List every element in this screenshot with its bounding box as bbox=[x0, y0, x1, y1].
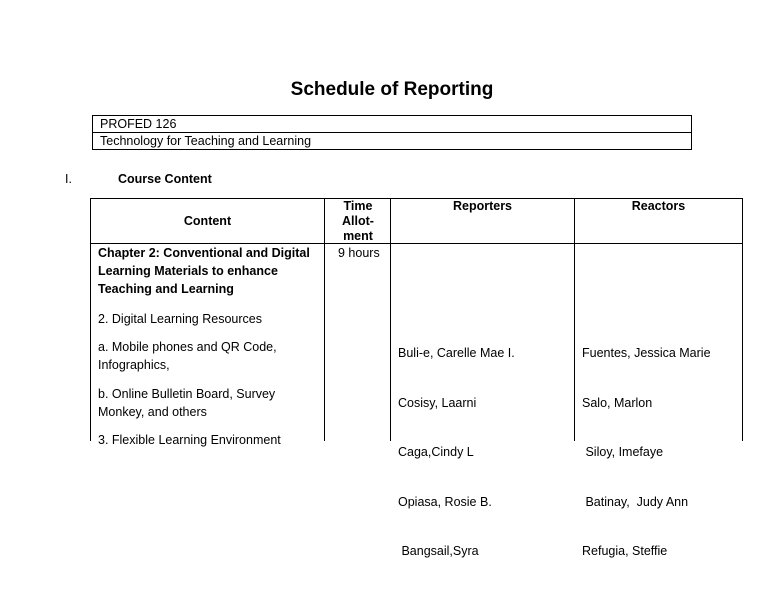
content-item: b. Online Bulletin Board, Survey Monkey, and others bbox=[98, 387, 276, 419]
course-info-box bbox=[92, 115, 692, 150]
reporters-list bbox=[398, 312, 515, 593]
chapter-title: Chapter 2: Conventional and Digital Learning Materials to enhance Teaching and Learning bbox=[98, 246, 310, 296]
header-reporters: Reporters bbox=[452, 199, 513, 213]
table-col-divider-1 bbox=[324, 198, 325, 441]
content-item: a. Mobile phones and QR Code, Infographics, bbox=[98, 340, 277, 372]
reporter-name: Cosisy, Laarni bbox=[398, 395, 477, 410]
reactors-list bbox=[582, 312, 711, 593]
reactor-name: Siloy, Imefaye bbox=[582, 445, 664, 459]
reporter-name: Buli-e, Carelle Mae I. bbox=[398, 346, 515, 360]
content-item: 2. Digital Learning Resources bbox=[98, 312, 262, 326]
reactor-name: Batinay, Judy Ann bbox=[582, 494, 689, 509]
header-reactors: Reactors bbox=[631, 199, 686, 213]
content-item: 3. Flexible Learning Environment bbox=[98, 433, 281, 447]
header-content: Content bbox=[183, 214, 232, 228]
time-allotment-value: 9 hours bbox=[338, 246, 380, 260]
section-number: I. bbox=[65, 172, 72, 186]
course-code: PROFED 126 bbox=[100, 117, 177, 131]
table-col-divider-3 bbox=[574, 198, 575, 441]
reactor-name: Salo, Marlon bbox=[582, 395, 653, 410]
table-border-left bbox=[90, 198, 91, 441]
reporter-name: Opiasa, Rosie B. bbox=[398, 494, 492, 509]
reactor-name: Refugia, Steffie bbox=[582, 544, 668, 558]
section-title: Course Content bbox=[118, 172, 212, 186]
header-time-allotment: Time Allot-ment bbox=[342, 199, 374, 243]
reactor-name: Fuentes, Jessica Marie bbox=[582, 346, 711, 360]
table-col-divider-2 bbox=[390, 198, 391, 441]
table-border-right bbox=[742, 198, 743, 441]
reporter-name: Bangsail,Syra bbox=[398, 544, 479, 558]
reporter-name: Caga,Cindy L bbox=[398, 445, 474, 459]
document-title: Schedule of Reporting bbox=[290, 79, 494, 100]
course-name: Technology for Teaching and Learning bbox=[93, 132, 691, 149]
